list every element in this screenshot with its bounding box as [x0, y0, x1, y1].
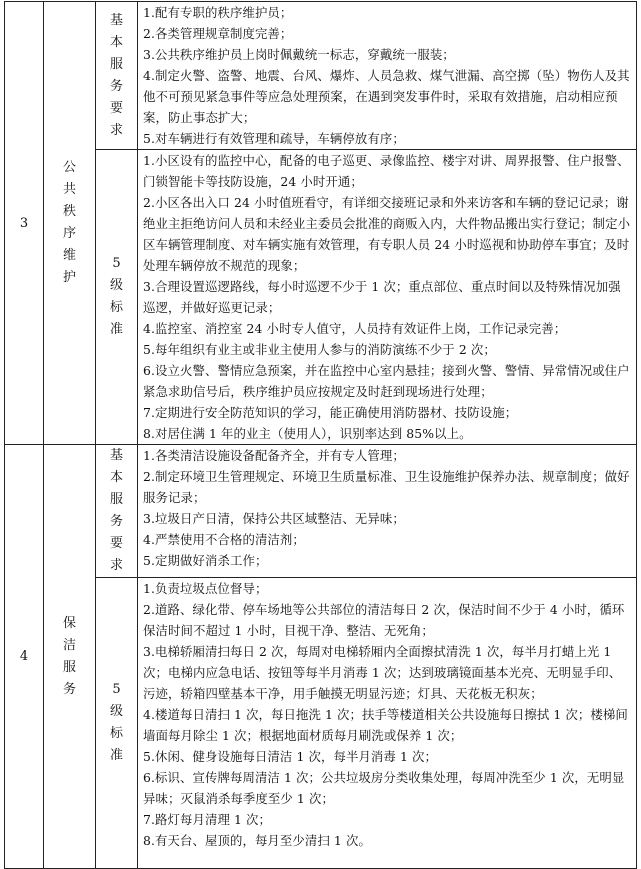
- service-standards-table: [4, 1, 637, 869]
- category-label-char: 保: [62, 615, 76, 631]
- level-label-char: 求: [109, 122, 123, 138]
- category-label-char: 服: [62, 659, 76, 675]
- requirement-item: 7.路灯每月清理 1 次；: [143, 812, 272, 827]
- requirement-item: 7.定期进行安全防范知识的学习，能正确使用消防器材、技防设施；: [143, 405, 518, 420]
- level-label-char: 服: [109, 56, 123, 72]
- level-label-char: 准: [109, 322, 123, 337]
- level-label-char: 准: [109, 748, 123, 763]
- requirements-cell: [138, 578, 637, 869]
- category-label-char: 务: [62, 681, 76, 697]
- level-label-char: 级: [109, 278, 123, 293]
- category-label-char: 维: [62, 248, 76, 263]
- level-label-char: 务: [109, 514, 123, 529]
- row-number: 3: [5, 2, 44, 445]
- requirement-item: 1.配有专职的秩序维护员；: [143, 5, 293, 20]
- category-label-char: 护: [62, 270, 76, 285]
- level-label-char: 要: [109, 100, 123, 116]
- requirement-item: 3.垃圾日产日清，保持公共区域整洁、无异味；: [143, 511, 405, 526]
- level-label-char: 本: [109, 470, 123, 485]
- level-label-char: 标: [109, 300, 123, 315]
- table-row: [5, 150, 637, 445]
- requirement-item: 4.监控室、消控室 24 小时专人值守，人员持有效证件上岗，工作记录完善；: [143, 321, 567, 336]
- requirement-item: 1.小区设有的监控中心，配备的电子巡更、录像监控、楼宇对讲、周界报警、住户报警、门锁智能卡等技防设施，24 小时开通；: [143, 153, 630, 189]
- level-label-char: 求: [109, 558, 123, 573]
- requirement-item: 8.对居住满 1 年的业主（使用人），识别率达到 85%以上。: [143, 426, 472, 441]
- row-number: 4: [5, 445, 44, 869]
- category-label-char: 序: [62, 226, 76, 241]
- requirements-cell: [138, 150, 637, 445]
- requirement-item: 5.休闲、健身设施每日清洁 1 次，每半月消毒 1 次；: [143, 749, 437, 764]
- requirement-item: 1.各类清洁设施设备配备齐全，并有专人管理；: [143, 448, 405, 463]
- requirement-item: 3.公共秩序维护员上岗时佩戴统一标志，穿戴统一服装；: [143, 47, 455, 62]
- requirements-cell: [138, 445, 637, 578]
- level-label-char: 务: [109, 78, 123, 94]
- level-label-char: 5: [112, 682, 121, 697]
- level-label: [96, 445, 138, 578]
- requirement-item: 5.定期做好消杀工作；: [143, 553, 268, 568]
- requirement-item: 5.每年组织有业主或非业主使用人参与的消防演练不少于 2 次；: [143, 342, 496, 357]
- category-label: [44, 445, 96, 869]
- table-row: [5, 2, 637, 150]
- requirement-item: 6.标识、宣传牌每周清洁 1 次；公共垃圾房分类收集处理，每周冲洗至少 1 次，无明显异味；灭鼠消杀每季度至少 1 次；: [143, 770, 625, 806]
- requirement-item: 6.设立火警、警情应急预案，并在监控中心室内悬挂；接到火警、警情、异常情况或住户紧急求助信号后，秩序维护员应按规定及时赶到现场进行处理；: [143, 363, 630, 399]
- requirement-item: 2.各类管理规章制度完善；: [143, 26, 293, 41]
- level-label-char: 服: [109, 492, 123, 507]
- level-label-char: 级: [109, 704, 123, 719]
- level-label-char: 标: [109, 726, 123, 741]
- requirement-item: 4.楼道每日清扫 1 次，每日拖洗 1 次；扶手等楼道相关公共设施每日擦拭 1 次；楼梯间墙面每月除尘 1 次；根据地面材质每月刷洗或保养 1 次；: [143, 707, 628, 743]
- level-label-char: 本: [109, 34, 123, 50]
- category-label-char: 公: [62, 160, 76, 175]
- category-label-char: 秩: [62, 204, 76, 219]
- level-label: [96, 2, 138, 150]
- requirement-item: 3.合理设置巡逻路线，每小时巡逻不少于 1 次；重点部位、重点时间以及特殊情况加强巡逻，并做好巡更记录；: [143, 279, 621, 315]
- level-label-char: 要: [109, 536, 123, 551]
- requirement-item: 4.严禁使用不合格的清洁剂；: [143, 532, 305, 547]
- level-label: [96, 578, 138, 869]
- requirement-item: 8.有天台、屋顶的，每月至少清扫 1 次。: [143, 833, 371, 848]
- requirement-item: 3.电梯轿厢清扫每日 2 次，每周对电梯轿厢内全面擦拭清洗 1 次，每半月打蜡上光 1 次；电梯内应急电话、按钮等每半月消毒 1 次；达到玻璃镜面基本光亮、无明显手印、污迹，轿箱四壁基本干净，用手触摸无明显污迹；灯具、天花板无积灰；: [143, 644, 622, 701]
- level-label: [96, 150, 138, 445]
- requirement-item: 4.制定火警、盗警、地震、台风、爆炸、人员急救、煤气泄漏、高空掷（坠）物伤人及其他不可预见紧急事件等应急处理预案，在遇到突发事件时，采取有效措施，启动相应预案，防止事态扩大；: [143, 68, 630, 125]
- level-label-char: 基: [109, 12, 123, 28]
- category-label: [44, 2, 96, 445]
- requirements-cell: [138, 2, 637, 150]
- table-row: [5, 445, 637, 578]
- category-label-char: 洁: [62, 637, 76, 653]
- requirement-item: 2.道路、绿化带、停车场地等公共部位的清洁每日 2 次，保洁时间不少于 4 小时，循环保洁时间不超过 1 小时，目视干净、整洁、无死角；: [143, 602, 625, 638]
- requirement-item: 5.对车辆进行有效管理和疏导，车辆停放有序；: [143, 131, 405, 146]
- table-row: [5, 578, 637, 869]
- category-label-char: 共: [62, 182, 76, 197]
- level-label-char: 基: [109, 448, 123, 463]
- requirement-item: 2.小区各出入口 24 小时值班看守，有详细交接班记录和外来访客和车辆的登记记录；谢绝业主拒绝访问人员和未经业主委员会批准的商贩入内，大件物品搬出实行登记；制定小区车辆管理制度、对车辆实施有效管理，有专职人员 24 小时巡视和协助停车事宜；及时处理车辆停放不规范的现象；: [143, 195, 631, 273]
- requirement-item: 2.制定环境卫生管理规定、环境卫生质量标准、卫生设施维护保养办法、规章制度；做好服务记录；: [143, 469, 630, 505]
- level-label-char: 5: [112, 256, 121, 271]
- requirement-item: 1.负责垃圾点位督导；: [143, 581, 268, 596]
